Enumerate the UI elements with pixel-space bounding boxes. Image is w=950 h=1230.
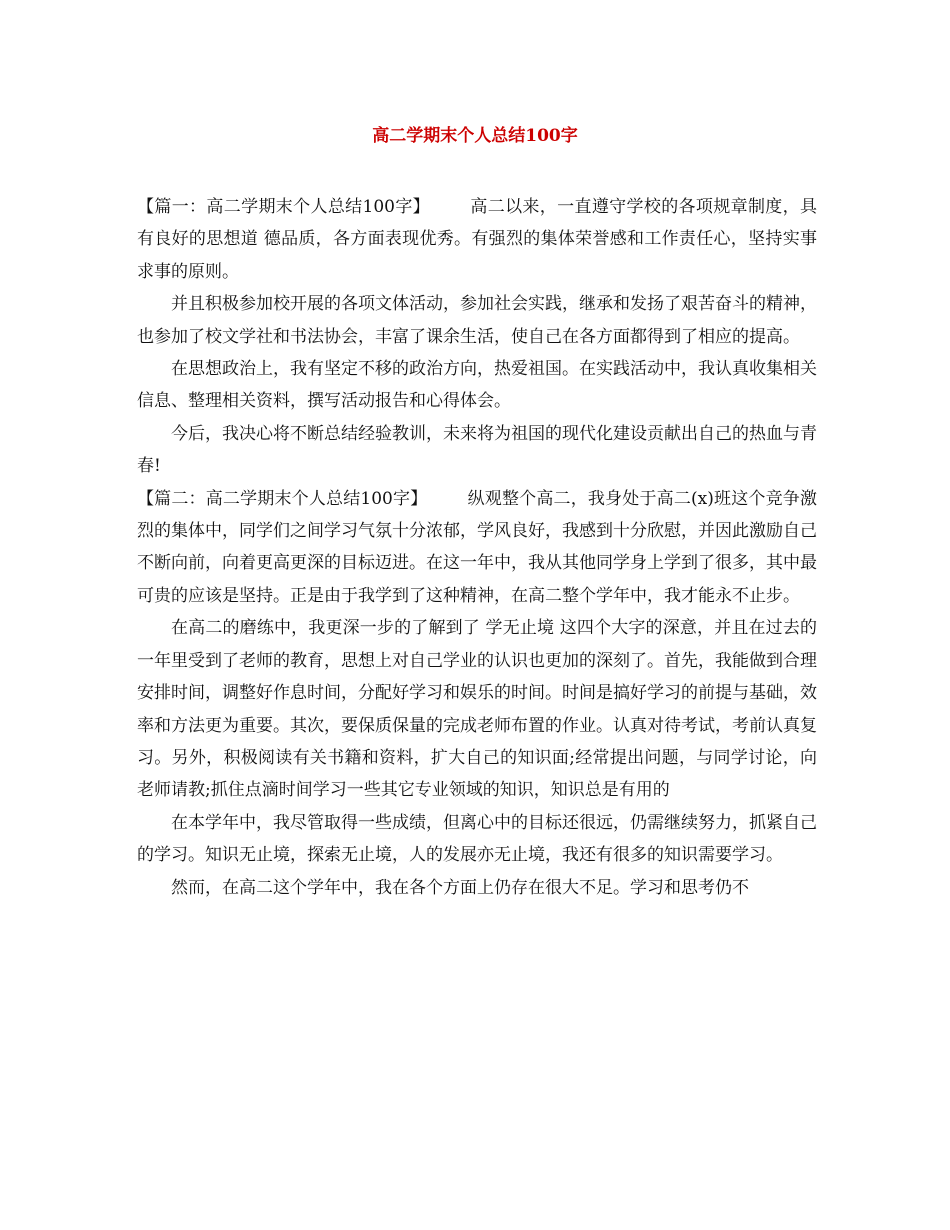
section-heading-1: 【篇一：高二学期末个人总结100字】 xyxy=(137,197,431,217)
paragraph-5 xyxy=(137,483,817,613)
paragraph-4 xyxy=(137,418,817,483)
document-title: 高二学期末个人总结100字 xyxy=(372,126,578,146)
paragraph-7 xyxy=(137,807,817,872)
paragraph-text: 纵观整个高二，我身处于高二(x)班这个竞争激烈的集体中，同学们之间学习气氛十分浓郁，学风良好，我感到十分欣慰，并因此激励自己不断向前，向着更高更深的目标迈进。在这一年中，我从其他同学身上学到了很多，其中最可贵的应该是坚持。正是由于我学到了这种精神，在高二整个学年中，我才能永不止步。 xyxy=(137,488,817,606)
paragraph-text: 在思想政治上，我有坚定不移的政治方向，热爱祖国。在实践活动中，我认真收集相关信息、整理相关资料，撰写活动报告和心得体会。 xyxy=(137,359,817,412)
paragraph-text: 在高二的磨练中，我更深一步的了解到了 学无止境 这四个大字的深意，并且在过去的一年里受到了老师的教育，思想上对自己学业的认识也更加的深刻了。首先，我能做到合理安排时间，调整好作息时间，分配好学习和娱乐的时间。时间是搞好学习的前提与基础，效率和方法更为重要。其次，要保质保量的完成老师布置的作业。认真对待考试，考前认真复习。另外，积极阅读有关书籍和资料，扩大自己的知识面;经常提出问题，与同学讨论，向老师请教;抓住点滴时间学习一些其它专业领域的知识，知识总是有用的 xyxy=(137,618,817,801)
section-heading-2: 【篇二：高二学期末个人总结100字】 xyxy=(137,488,428,509)
paragraph-text: 并且积极参加校开展的各项文体活动，参加社会实践，继承和发扬了艰苦奋斗的精神，也参加了校文学社和书法协会，丰富了课余生活，使自己在各方面都得到了相应的提高。 xyxy=(137,294,817,347)
paragraph-text: 高二以来，一直遵守学校的各项规章制度，具有良好的思想道 德品质，各方面表现优秀。有强烈的集体荣誉感和工作责任心，坚持实事求事的原则。 xyxy=(137,197,818,282)
paragraph-6 xyxy=(137,612,817,806)
paragraph-3 xyxy=(137,353,817,418)
document-body xyxy=(137,191,817,904)
paragraph-text: 然而，在高二这个学年中，我在各个方面上仍存在很大不足。学习和思考仍不 xyxy=(171,877,749,898)
paragraph-1 xyxy=(137,191,817,288)
paragraph-text: 今后，我决心将不断总结经验教训，未来将为祖国的现代化建设贡献出自己的热血与青春! xyxy=(137,423,817,477)
paragraph-2 xyxy=(137,288,817,353)
paragraph-8 xyxy=(137,872,817,904)
paragraph-text: 在本学年中，我尽管取得一些成绩，但离心中的目标还很远，仍需继续努力，抓紧自己的学习。知识无止境，探索无止境，人的发展亦无止境，我还有很多的知识需要学习。 xyxy=(137,812,817,866)
